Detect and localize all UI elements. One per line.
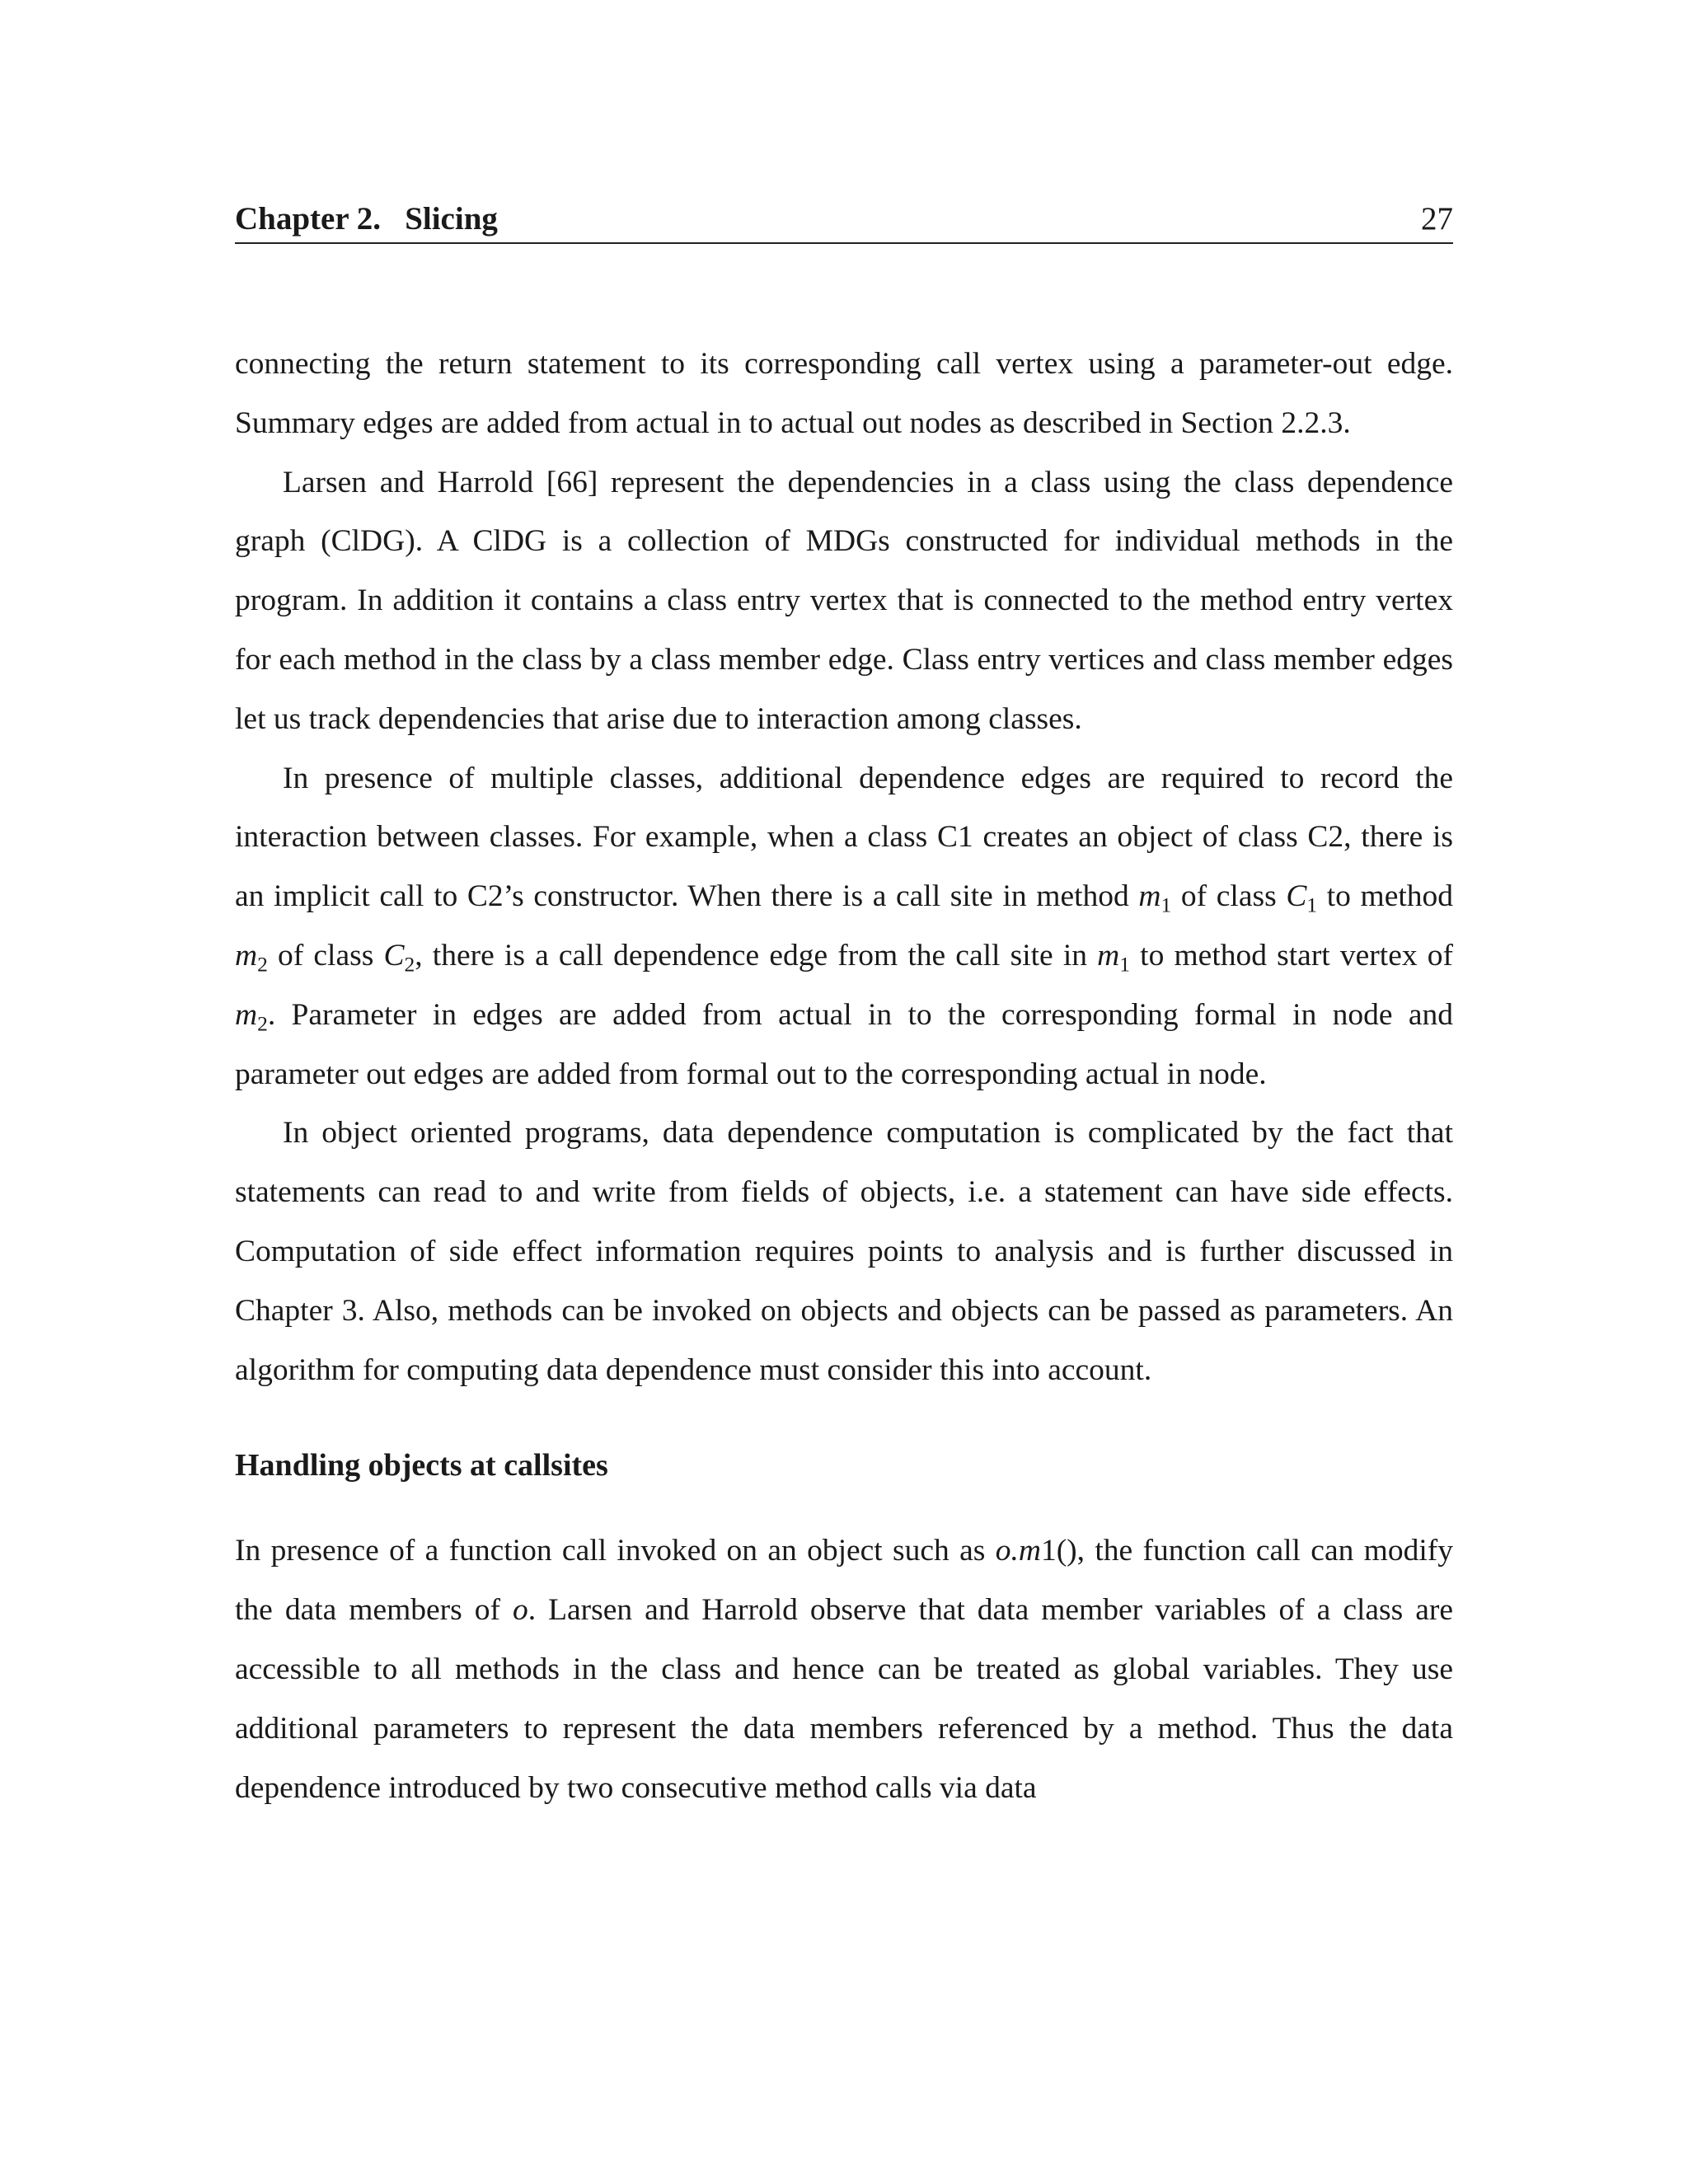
math-m1: $m_1$ <box>1138 879 1172 917</box>
text-run: In presence of a function call invoked on an object such as <box>235 1534 996 1568</box>
text-run: , the function call can modify the data members of <box>235 1534 1453 1628</box>
math-call-expression: o.m1() <box>995 1534 1077 1568</box>
paragraph-continuation: connecting the return statement to its corresponding call vertex using a parameter-out edge. Summary edges are added from actual in to actual out nodes as described in Section 2.2.3. <box>235 347 1453 440</box>
page <box>235 0 1453 2184</box>
text-run: of class <box>267 938 384 972</box>
paragraph-cldg: Larsen and Harrold [66] represent the dependencies in a class using the class dependence graph (ClDG). A ClDG is a collection of MDGs constructed for individual methods in the program. In addition it contains a class entry vertex that is connected to the method entry vertex for each method in the class by a class member edge. Class entry vertices and class member edges let us track dependencies that arise due to interaction among classes. <box>235 465 1453 736</box>
math-m1: $m_1$ <box>1097 938 1131 977</box>
text-run: to method start vertex of <box>1130 938 1453 972</box>
chapter-title: Chapter 2. Slicing <box>235 201 498 237</box>
math-m2: $m_2$ <box>235 938 268 977</box>
math-object-o: o <box>512 1593 528 1628</box>
body-text <box>235 335 1453 1817</box>
text-run: , there is a call dependence edge from the call site in <box>415 938 1098 972</box>
math-c2: $C_2$ <box>383 938 415 977</box>
page-number: 27 <box>1421 201 1453 237</box>
math-m2: $m_2$ <box>235 997 268 1036</box>
paragraph-object-oriented: In object oriented programs, data dependence computation is complicated by the fact that statements can read to and write from fields of objects, i.e. a statement can have side effects. Computation of side effect information requires points to analysis and is further discussed in Chapter 3. Also, methods can be invoked on objects and objects can be passed as parameters. An algorithm for computing data dependence must consider this into account. <box>235 1116 1453 1387</box>
text-run: to method <box>1317 879 1454 914</box>
text-run: of class <box>1171 879 1287 914</box>
text-run: . Larsen and Harrold observe that data member variables of a class are accessible to all methods in the class and hence can be treated as global variables. They use additional parameters to represent the data members referenced by a method. Thus the data dependence introduced by two consecutive method calls via data <box>235 1593 1454 1805</box>
math-c1: $C_1$ <box>1286 879 1318 917</box>
section-heading: Handling objects at callsites <box>235 1448 608 1483</box>
text-run: In presence of multiple classes, additional dependence edges are required to record the interaction between classes. For example, when a class C1 creates an object of class C2, there is an implicit call to C2’s constructor. When there is a call site in method <box>235 761 1453 914</box>
running-header <box>235 196 1453 244</box>
paragraph-multiple-classes <box>235 749 1453 1104</box>
paragraph-callsites <box>235 1521 1453 1817</box>
text-run: . Parameter in edges are added from actual in to the corresponding formal in node and parameter out edges are added from formal out to the corresponding actual in node. <box>235 997 1453 1091</box>
